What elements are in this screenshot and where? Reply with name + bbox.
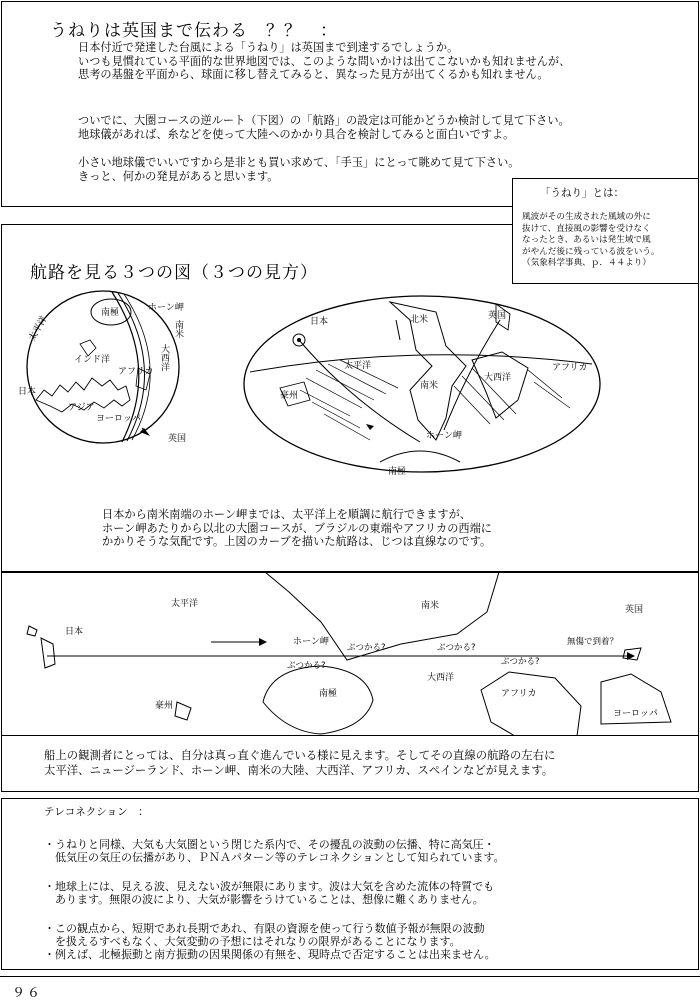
- page-number: ９６: [12, 986, 43, 1001]
- intro-line: 小さい地球儀でいいですから是非とも買い求めて、「手玉」にとって眺めて見て下さい。: [78, 156, 520, 169]
- teleconnection-line: 低気圧の気圧の伝播があり、ＰＮＡパターン等のテレコネクションとして知られています。: [44, 851, 505, 864]
- definition-note-line: なったとき、あるいは発生域で風: [522, 235, 651, 245]
- map-label-england: 英国: [488, 311, 507, 321]
- definition-note-text: [522, 212, 660, 270]
- intro-line: いつも見慣れている平面的な世界地図では、このような問いかけは出てこないかも知れませんが、: [78, 54, 571, 68]
- globe-label-england: 英国: [168, 434, 187, 444]
- route-label-bump-2: ぶつかる?: [437, 643, 476, 653]
- teleconnection-line: あります。無限の波により、大気が影響をうけていることは、想像に難くありません。: [44, 893, 484, 906]
- globe-label-pacific: 太平洋: [27, 314, 50, 343]
- map-label-south-america: 南米: [420, 381, 439, 391]
- globe-label-asia: アジア: [68, 403, 95, 413]
- globe-label-cape-horn: ホーン岬: [148, 303, 184, 313]
- globe-label-south-pole: 南極: [101, 308, 120, 318]
- route-label-africa: アフリカ: [501, 689, 537, 699]
- map-label-north-america: 北米: [410, 315, 429, 325]
- map-label-pacific: 太平洋: [344, 361, 372, 371]
- intro-text-c: [78, 156, 519, 183]
- definition-note-line: がやんだ後に残っている波をいう。: [522, 246, 660, 257]
- teleconnection-text-b: [44, 880, 494, 906]
- caption-line: ホーン岬あたりから以北の大圏コースが、ブラジルの東端やアフリカの西端に: [102, 521, 492, 535]
- teleconnection-line: ・この観点から、短期であれ長期であれ、有限の資源を使って行う数値予報が無限の波動: [44, 922, 485, 935]
- route-label-england: 英国: [625, 605, 644, 615]
- teleconnection-text-a: [44, 838, 504, 864]
- globe-label-europe: ヨーロッパ: [96, 414, 141, 424]
- teleconnection-line: ・うねりと同様、大気も大気圏という閉じた系内で、その擾乱の波動の伝播、特に高気圧・: [44, 838, 495, 851]
- footer-divider: [0, 976, 700, 977]
- route-label-australia: 豪州: [155, 701, 174, 711]
- teleconnection-line: を扱えるすべもなく、大気変動の予想にはそれなりの限界があることになります。: [44, 935, 461, 948]
- intro-text-b: [78, 114, 570, 141]
- route-label-cape-horn: ホーン岬: [293, 637, 329, 647]
- caption-line: 太平洋、ニュージーランド、ホーン岬、南米の大陸、大西洋、アフリカ、スペインなどが見えます。: [44, 763, 554, 777]
- globe-label-indian-ocean: インド洋: [74, 355, 111, 365]
- route-label-bump-4: ぶつかる?: [501, 657, 540, 667]
- globe-label-africa: アフリカ: [118, 367, 154, 377]
- route-label-japan: 日本: [65, 627, 84, 637]
- intro-title: うねりは英国まで伝わる ？？ ：: [50, 21, 338, 41]
- route-label-bump-3: ぶつかる?: [287, 661, 326, 671]
- globe-label-japan: 日本: [18, 387, 37, 397]
- globe-label-atlantic: 大西洋: [159, 344, 169, 371]
- route-label-bump-1: ぶつかる?: [347, 643, 386, 653]
- definition-note-title: 「うねり」とは：: [540, 187, 624, 199]
- globe-diagram: [18, 282, 188, 452]
- route-label-arrive: 無傷で到着？: [567, 637, 619, 647]
- world-map-diagram: [240, 290, 606, 476]
- map-label-atlantic: 大西洋: [484, 373, 512, 383]
- teleconnection-title: テレコネクション ：: [44, 806, 149, 818]
- teleconnection-line: ・例えば、北極振動と南方振動の因果関係の有無を、現時点で否定することは出来ません。: [44, 948, 496, 961]
- intro-line: 地球儀があれば、糸などを使って大陸へのかかり具合を検討してみると面白いですよ。: [78, 127, 515, 141]
- route-label-pacific: 太平洋: [171, 599, 199, 609]
- caption-line: かかりそうな気配です。上図のカーブを描いた航路は、じつは直線なのです。: [102, 535, 492, 548]
- definition-note-line: 風波がその生成された風域の外に: [522, 212, 651, 222]
- route-label-atlantic: 大西洋: [427, 673, 455, 683]
- definition-note-line: 抜けて、直接風の影響を受けなく: [522, 223, 651, 234]
- three-views-title: 航路を見る３つの図（３つの見方）: [30, 263, 318, 283]
- map-label-south-pole: 南極: [388, 467, 407, 476]
- definition-note-line: （気象科学事典、ｐ．４４より）: [522, 258, 651, 268]
- globe-label-south-america: 南米: [173, 320, 183, 338]
- map-label-africa: アフリカ: [552, 363, 588, 373]
- observer-caption: [44, 748, 555, 778]
- map-label-japan: 日本: [310, 317, 329, 327]
- intro-line: 日本付近で発達した台風による「うねり」は英国まで到達するでしょうか。: [78, 41, 459, 54]
- caption-line: 船上の観測者にとっては、自分は真っ直ぐ進んでいる様に見えます。そしてその直線の航路の左右に: [44, 748, 556, 762]
- three-views-caption: [102, 508, 492, 549]
- route-label-europe: ヨーロッパ: [613, 709, 658, 719]
- route-label-south-pole: 南極: [319, 689, 338, 699]
- intro-line: 思考の基盤を平面から、球面に移し替えてみると、異なった見方が出てくるかも知れません。: [78, 68, 549, 81]
- teleconnection-text-c: [44, 922, 496, 961]
- intro-text-a: [78, 41, 570, 82]
- map-label-australia: 豪州: [280, 391, 299, 401]
- map-label-cape-horn: ホーン岬: [426, 431, 462, 441]
- caption-line: 日本から南米南端のホーン岬までは、太平洋上を順調に航行できますが、: [102, 508, 471, 521]
- route-label-south-america: 南米: [421, 601, 440, 611]
- straight-route-diagram: [1, 572, 699, 736]
- teleconnection-line: ・地球上には、見える波、見えない波が無限にあります。波は大気を含めた流体の特質でも: [44, 880, 495, 893]
- intro-line: ついでに、大圏コースの逆ルート（下図）の「航路」の設定は可能かどうか検討して見て下さい。: [78, 114, 570, 127]
- intro-line: きっと、何かの発見があると思います。: [78, 169, 279, 183]
